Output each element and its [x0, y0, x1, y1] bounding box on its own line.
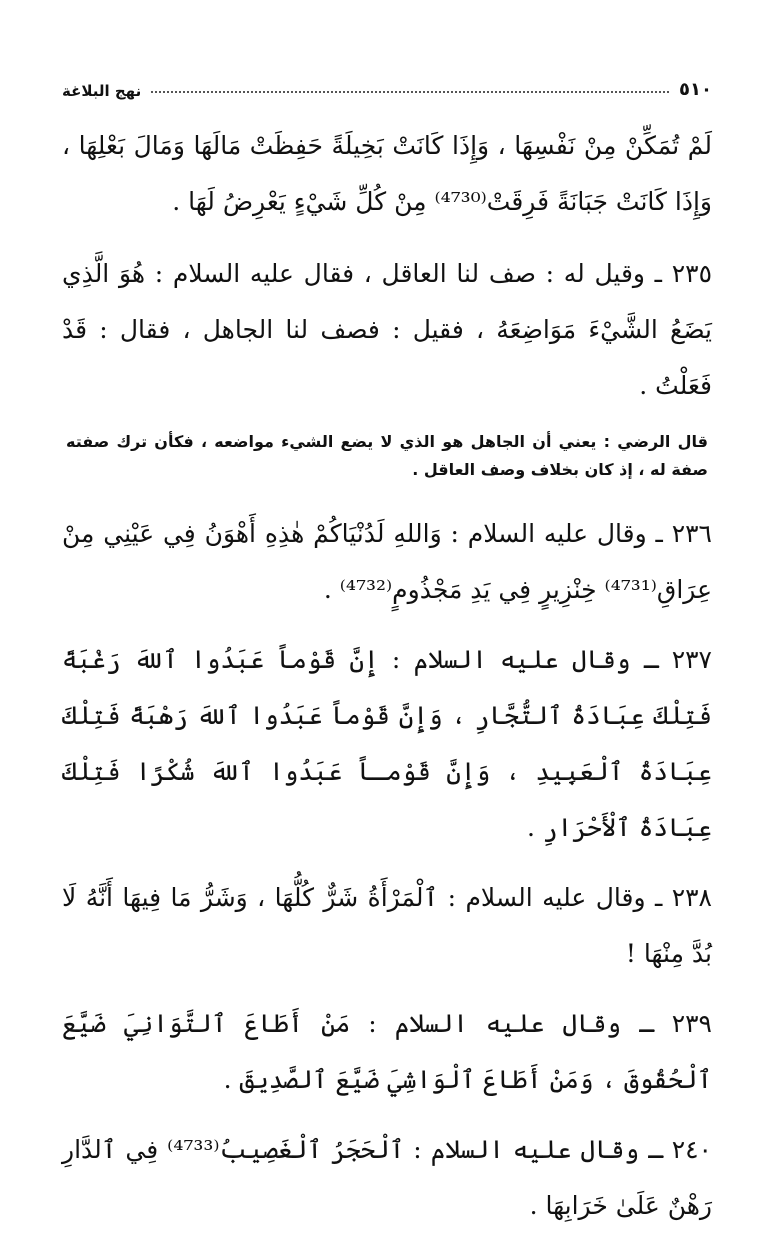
saying-235: ٢٣٥ ـ وقيل له : صف لنا العاقل ، فقال عليه السلام : هُوَ الَّذِي يَضَعُ الشَّيْءَ مَوَاضِعَهُ ، فقيل : فصف لنا الجاهل ، فقال : قَدْ فَعَلْتُ . — [62, 259, 713, 400]
intro-paragraph: لَمْ تُمَكِّنْ مِنْ نَفْسِهَا ، وَإِذَا كَانَتْ بَخِيلَةً حَفِظَتْ مَالَهَا وَمَالَ بَعْلِهَا ، وَإِذَا كَانَتْ جَبَانَةً فَرِقَتْ⁽⁴⁷³⁰⁾ مِنْ كُلِّ شَيْءٍ يَعْرِضُ لَهَا . — [62, 131, 712, 216]
book-page — [62, 70, 712, 1248]
page-number: ٥١٠ — [679, 79, 712, 100]
saying-240: ٢٤٠ ـ وقال عليه السلام : ٱلْحَجَرُ ٱلْغَصِيبُ⁽⁴⁷³³⁾ فِي ٱلدَّارِ رَهْنٌ عَلَىٰ خَرَابِهَا . — [62, 1135, 712, 1220]
saying-238: ٢٣٨ ـ وقال عليه السلام : ٱلْمَرْأَةُ شَرٌّ كُلُّهَا ، وَشَرُّ مَا فِيهَا أَنَّهُ لَا بُدَّ مِنْهَا ! — [62, 883, 712, 968]
saying-237: ٢٣٧ ـ وقال عليه السلام : إِنَّ قَوْماً عَبَدُوا ٱللهَ رَغْبَةً فَتِلْكَ عِبَادَةُ ٱلتُّجَّارِ ، وَإِنَّ قَوْماً عَبَدُوا ٱللهَ رَهْبَةً فَتِلْكَ عِبَادَةُ ٱلْعَبِيدِ ، وَإِنَّ قَوْمـاً عَبَدُوا ٱللهَ شُكْرًا فَتِلْكَ عِبَادَةُ ٱلْأَحْرَارِ . — [62, 645, 712, 842]
saying-236: ٢٣٦ ـ وقال عليه السلام : وَاللهِ لَدُنْيَاكُمْ هٰذِهِ أَهْوَنُ فِي عَيْنِي مِنْ عِرَاقِ⁽⁴⁷³¹⁾ خِنْزِيرٍ فِي يَدِ مَجْذُومٍ⁽⁴⁷³²⁾ . — [62, 519, 712, 604]
radi-commentary-235: قال الرضي : يعني أن الجاهل هو الذي لا يضع الشيء مواضعه ، فكأن ترك صفته صفة له ، إذ كان بخلاف وصف العاقل . — [66, 432, 708, 479]
page-header — [62, 70, 712, 100]
saying-239: ٢٣٩ ـ وقال عليه السلام : مَنْ أَطَاعَ ٱلتَّوَانِيَ ضَيَّعَ ٱلْحُقُوقَ ، وَمَنْ أَطَاعَ ٱلْوَاشِيَ ضَيَّعَ ٱلصَّدِيقَ . — [62, 1009, 712, 1094]
book-title: نهج البلاغة — [62, 82, 142, 100]
header-dotted-rule — [151, 90, 669, 93]
